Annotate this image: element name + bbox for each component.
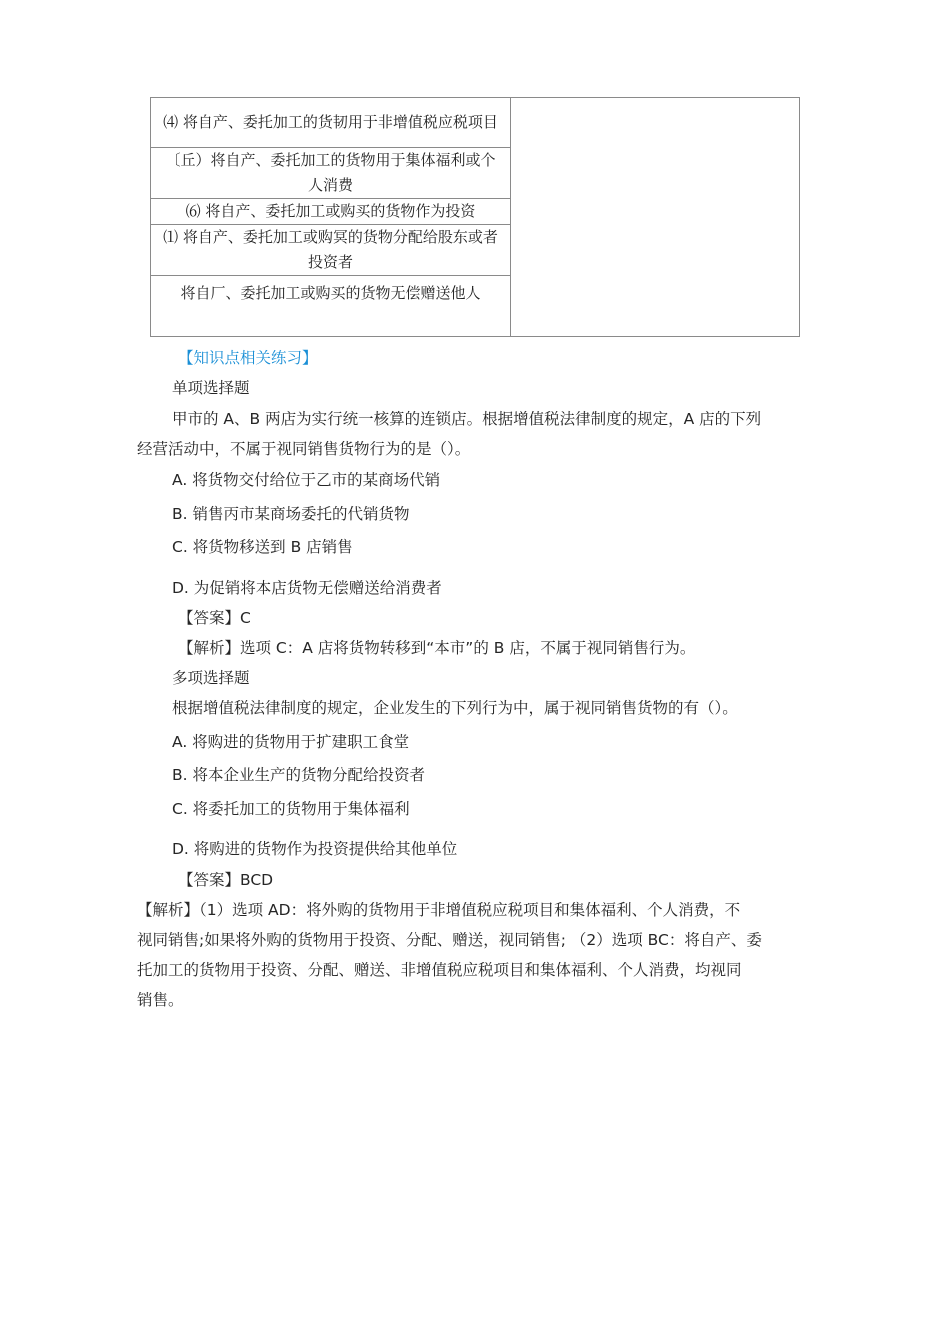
table-empty-cell: [511, 98, 800, 337]
option-text: A. 将货物交付给位于乙市的某商场代销: [172, 471, 441, 489]
multi-question-text: 根据增值税法律制度的规定，企业发生的下列行为中，属于视同销售货物的有（）。: [172, 699, 738, 717]
single-option-b: [0, 503, 950, 525]
single-answer: 【答案】C: [178, 609, 251, 627]
table-cell-text: ⑹ 将自产、委托加工或购买的货物作为投资: [185, 202, 476, 220]
option-text: D. 将购进的货物作为投资提供给其他单位: [172, 840, 458, 858]
multi-option-d: [0, 838, 950, 860]
option-text: B. 将本企业生产的货物分配给投资者: [172, 766, 425, 784]
single-question-text-1: 甲市的 A、B 两店为实行统一核算的连锁店。根据增值税法律制度的规定，A 店的下列: [172, 410, 762, 428]
multi-analysis-line-1: [0, 899, 950, 921]
rules-table: [150, 97, 800, 337]
multi-option-a: [0, 731, 950, 753]
multi-option-b: [0, 764, 950, 786]
multi-analysis-line-2: [0, 929, 950, 951]
option-text: C. 将货物移送到 B 店销售: [172, 538, 353, 556]
multi-analysis-line-4: [0, 989, 950, 1011]
table-cell: [151, 199, 511, 225]
section-title-line: [0, 347, 950, 369]
multi-analysis-text-3: 托加工的货物用于投资、分配、赠送、非增值税应税项目和集体福利、个人消费，均视同: [137, 961, 742, 979]
option-text: B. 销售丙市某商场委托的代销货物: [172, 505, 410, 523]
table-cell-text: 〔丘）将自产、委托加工的货物用于集体福利或个人消费: [165, 151, 496, 194]
table-cell: [151, 225, 511, 276]
single-choice-heading-line: [0, 377, 950, 399]
option-text: A. 将购进的货物用于扩建职工食堂: [172, 733, 410, 751]
section-title: 【知识点相关练习】: [178, 349, 318, 367]
multi-question-line: [0, 697, 950, 719]
single-question-line-2: [0, 438, 950, 460]
single-option-c: [0, 536, 950, 558]
single-answer-line: [0, 607, 950, 629]
single-analysis: 【解析】选项 C：A 店将货物转移到“本市”的 B 店，不属于视同销售行为。: [178, 639, 696, 657]
single-question-text-2: 经营活动中，不属于视同销售货物行为的是（）。: [137, 440, 471, 458]
table-cell-text: ⑷ 将自产、委托加工的货韧用于非增值税应税项目: [163, 113, 498, 131]
multi-analysis-text-1: 【解析】（1）选项 AD：将外购的货物用于非增值税应税项目和集体福利、个人消费，不: [137, 901, 741, 919]
table-cell: [151, 276, 511, 337]
table-cell: [151, 98, 511, 148]
table-cell: [151, 148, 511, 199]
multi-analysis-text-2: 视同销售;如果将外购的货物用于投资、分配、赠送，视同销售; （2）选项 BC：将自产、委: [137, 931, 762, 949]
multi-answer: 【答案】BCD: [178, 871, 274, 889]
single-analysis-line: [0, 637, 950, 659]
multi-option-c: [0, 798, 950, 820]
single-choice-heading: 单项选择题: [172, 379, 250, 397]
table-row: [151, 98, 800, 148]
single-question-line-1: [0, 408, 950, 430]
single-option-a: [0, 469, 950, 491]
multi-analysis-text-4: 销售。: [137, 991, 184, 1009]
option-text: D. 为促销将本店货物无偿赠送给消费者: [172, 579, 442, 597]
multi-choice-heading-line: [0, 667, 950, 689]
multi-analysis-line-3: [0, 959, 950, 981]
multi-choice-heading: 多项选择题: [172, 669, 250, 687]
multi-answer-line: [0, 869, 950, 891]
table-cell-text: 将自厂、委托加工或购买的货物无偿赠送他人: [180, 284, 481, 302]
single-option-d: [0, 577, 950, 599]
table-cell-text: ⑴ 将自产、委托加工或购冥的货物分配给股东或者投资者: [163, 228, 498, 271]
option-text: C. 将委托加工的货物用于集体福利: [172, 800, 410, 818]
